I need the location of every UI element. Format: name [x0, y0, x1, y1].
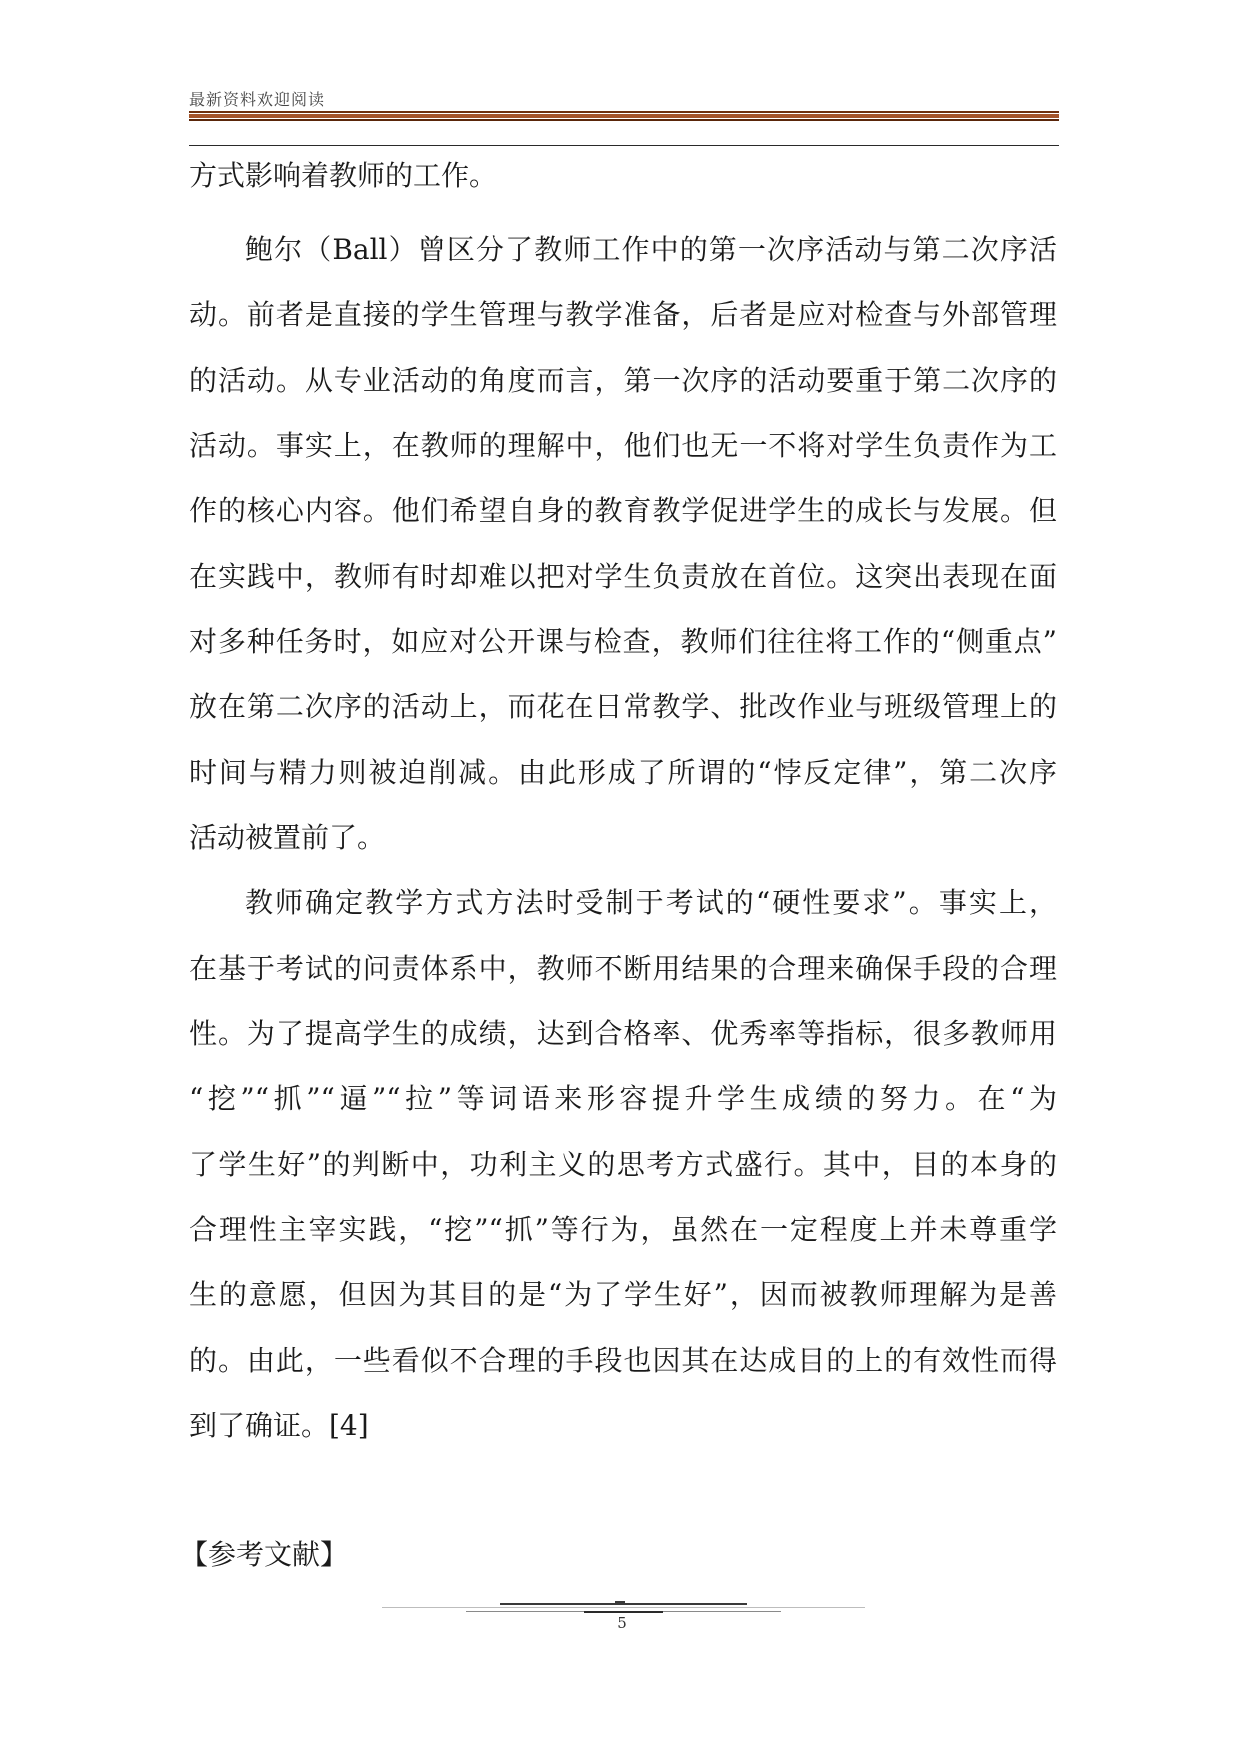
references-heading: 【参考文献】 [180, 1538, 349, 1571]
header-rule-thick [189, 114, 1059, 118]
footer-rule [500, 1603, 747, 1605]
header-rule-top [189, 111, 1059, 113]
body-line: “挖”“抓”“逼”“拉”等词语来形容提升学生成绩的努力。在“为 [189, 1082, 1057, 1115]
header-rule-bottom [189, 119, 1059, 121]
body-line: 对多种任务时，如应对公开课与检查，教师们往往将工作的“侧重点” [189, 625, 1057, 658]
footer-rule [615, 1601, 625, 1603]
body-line: 活动被置前了。 [189, 821, 386, 854]
body-line: 作的核心内容。他们希望自身的教育教学促进学生的成长与发展。但 [189, 494, 1057, 527]
body-line: 时间与精力则被迫削减。由此形成了所谓的“悖反定律”，第二次序 [189, 756, 1057, 789]
body-line: 动。前者是直接的学生管理与教学准备，后者是应对检查与外部管理 [189, 298, 1057, 331]
body-line: 放在第二次序的活动上，而花在日常教学、批改作业与班级管理上的 [189, 690, 1057, 723]
body-line: 在实践中，教师有时却难以把对学生负责放在首位。这突出表现在面 [189, 560, 1057, 593]
page-number: 5 [617, 1614, 627, 1632]
body-line: 性。为了提高学生的成绩，达到合格率、优秀率等指标，很多教师用 [189, 1017, 1057, 1050]
body-line: 方式影响着教师的工作。 [189, 159, 498, 192]
footer-rule [584, 1611, 663, 1613]
body-line: 了学生好”的判断中，功利主义的思考方式盛行。其中，目的本身的 [189, 1148, 1057, 1181]
header-title: 最新资料欢迎阅读 [189, 90, 326, 109]
body-line: 在基于考试的问责体系中，教师不断用结果的合理来确保手段的合理 [189, 952, 1057, 985]
body-line: 的。由此，一些看似不合理的手段也因其在达成目的上的有效性而得 [189, 1344, 1057, 1377]
body-line: 活动。事实上，在教师的理解中，他们也无一不将对学生负责作为工 [189, 429, 1057, 462]
body-line: 合理性主宰实践，“挖”“抓”等行为，虽然在一定程度上并未尊重学 [189, 1213, 1057, 1246]
body-line: 到了确证。[4] [189, 1409, 369, 1442]
body-line: 生的意愿，但因为其目的是“为了学生好”，因而被教师理解为是善 [189, 1278, 1057, 1311]
footer-rule [382, 1607, 865, 1608]
body-line: 教师确定教学方式方法时受制于考试的“硬性要求”。事实上， [245, 886, 1057, 919]
body-line: 鲍尔（Ball）曾区分了教师工作中的第一次序活动与第二次序活 [245, 233, 1057, 266]
body-line: 的活动。从专业活动的角度而言，第一次序的活动要重于第二次序的 [189, 364, 1057, 397]
